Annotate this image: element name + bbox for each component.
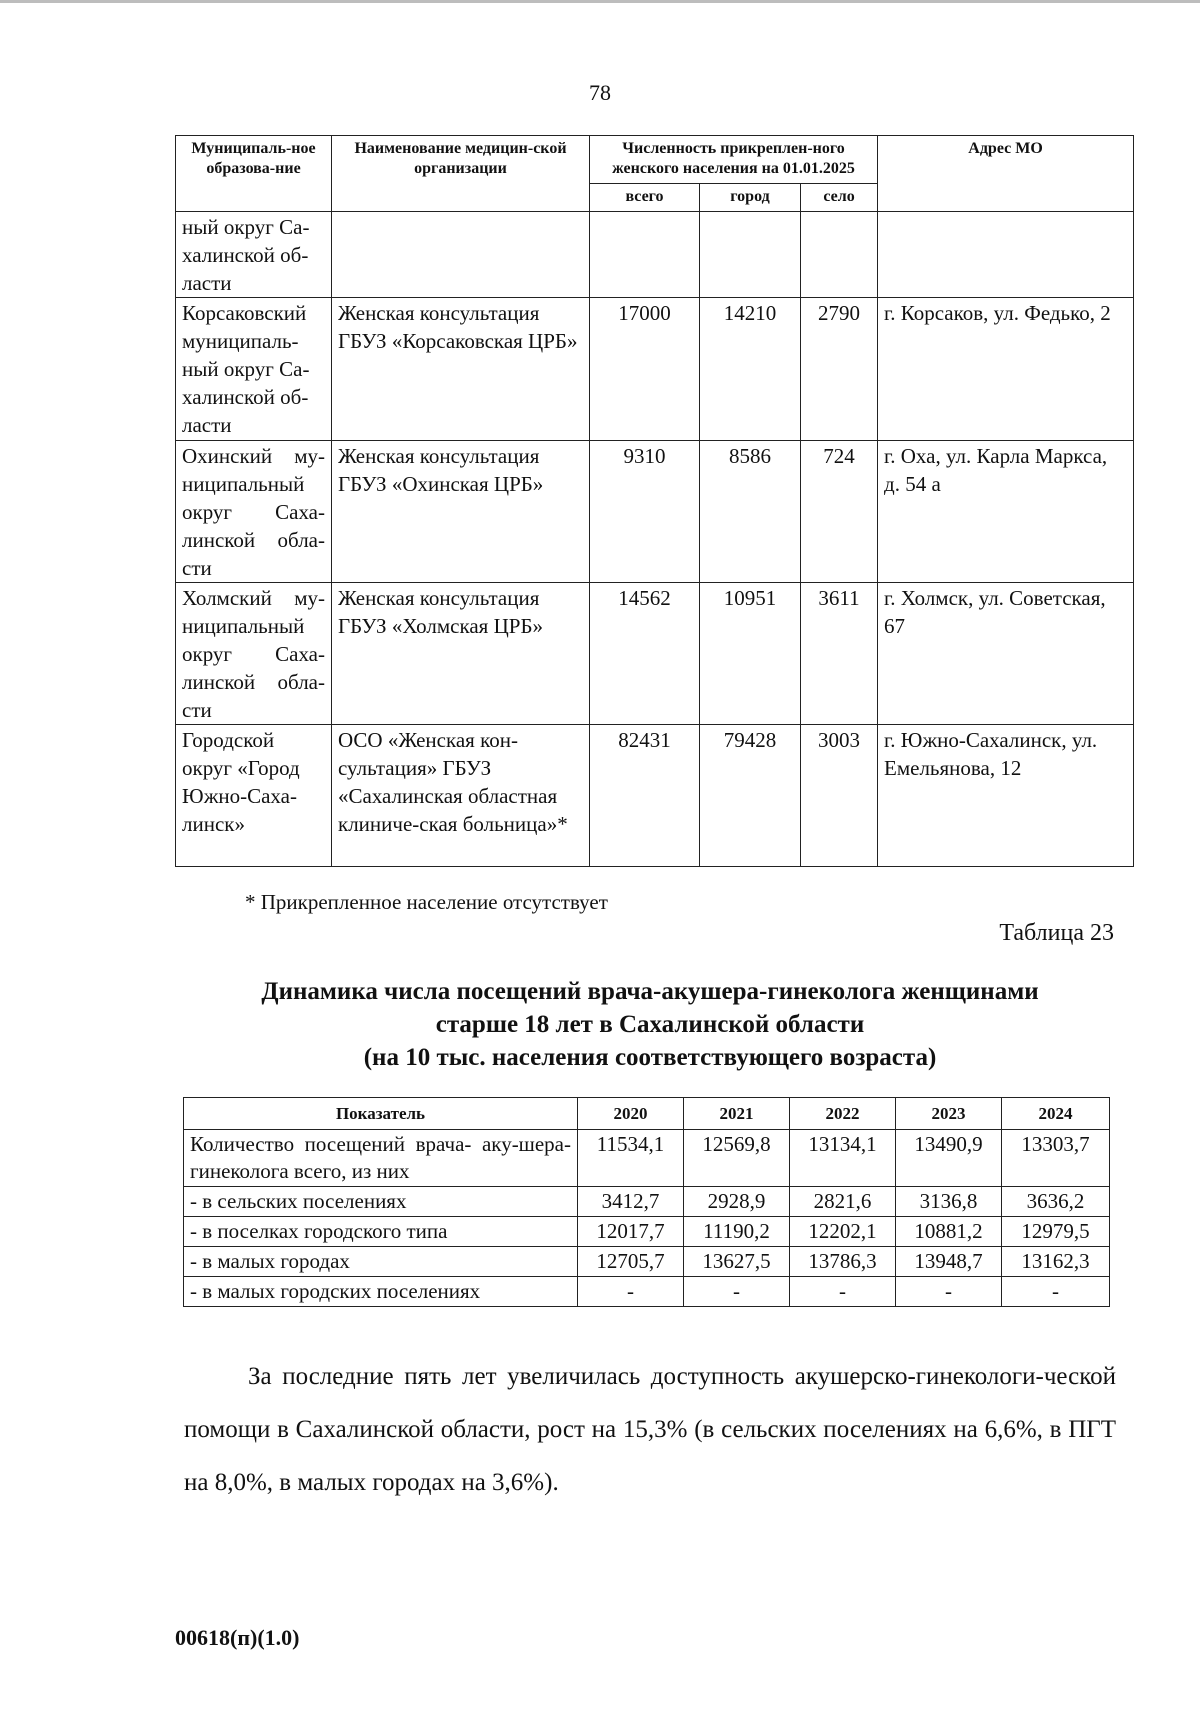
header-total: всего xyxy=(590,184,700,212)
value-cell: 13134,1 xyxy=(790,1130,896,1187)
header-village: село xyxy=(801,184,878,212)
table-row xyxy=(176,725,1134,867)
municipality-cell: Охинский му-ниципальный округ Саха-линской обла-сти xyxy=(176,441,332,583)
value-cell: 11534,1 xyxy=(578,1130,684,1187)
value-cell: 3136,8 xyxy=(896,1187,1002,1217)
header-year: 2022 xyxy=(790,1098,896,1130)
indicator-cell: - в поселках городского типа xyxy=(184,1217,578,1247)
value-cell: 12017,7 xyxy=(578,1217,684,1247)
organization-cell: ОСО «Женская кон-сультация» ГБУЗ «Сахалинская областная клиниче-ская больница»* xyxy=(332,725,590,867)
header-municipality: Муниципаль-ное образова-ние xyxy=(176,136,332,212)
header-organization: Наименование медицин-ской организации xyxy=(332,136,590,212)
table-row xyxy=(184,1277,1110,1307)
value-cell: 13786,3 xyxy=(790,1247,896,1277)
city-cell: 79428 xyxy=(700,725,801,867)
header-year: 2024 xyxy=(1002,1098,1110,1130)
value-cell: 2821,6 xyxy=(790,1187,896,1217)
municipality-cell: Городской округ «Город Южно-Саха-линск» xyxy=(176,725,332,867)
total-cell: 17000 xyxy=(590,298,700,441)
indicator-cell: - в малых городских поселениях xyxy=(184,1277,578,1307)
value-cell: 12202,1 xyxy=(790,1217,896,1247)
table-row xyxy=(176,441,1134,583)
document-code: 00618(п)(1.0) xyxy=(175,1625,300,1650)
value-cell: - xyxy=(578,1277,684,1307)
municipality-cell: Корсаковский муниципаль-ный округ Са-халинской об-ласти xyxy=(176,298,332,441)
table-title-line: Динамика числа посещений врача-акушера-гинеколога женщинами xyxy=(261,978,1039,1005)
page-number: 78 xyxy=(589,80,611,105)
city-cell: 10951 xyxy=(700,583,801,725)
village-cell: 3611 xyxy=(801,583,878,725)
value-cell: 13948,7 xyxy=(896,1247,1002,1277)
value-cell: 2928,9 xyxy=(684,1187,790,1217)
value-cell: - xyxy=(1002,1277,1110,1307)
footnote: * Прикрепленное население отсутствует xyxy=(245,890,608,914)
city-cell: 8586 xyxy=(700,441,801,583)
table-label: Таблица 23 xyxy=(999,920,1114,946)
value-cell: 3412,7 xyxy=(578,1187,684,1217)
total-cell: 14562 xyxy=(590,583,700,725)
header-indicator: Показатель xyxy=(184,1098,578,1130)
value-cell: 10881,2 xyxy=(896,1217,1002,1247)
city-cell: 14210 xyxy=(700,298,801,441)
village-cell: 724 xyxy=(801,441,878,583)
organization-cell: Женская консультация ГБУЗ «Охинская ЦРБ» xyxy=(332,441,590,583)
value-cell: 13162,3 xyxy=(1002,1247,1110,1277)
header-address: Адрес МО xyxy=(878,136,1134,212)
medical-organizations-table xyxy=(175,135,1134,867)
value-cell: - xyxy=(684,1277,790,1307)
address-cell: г. Корсаков, ул. Федько, 2 xyxy=(878,298,1134,441)
continuation-cell: ный округ Са-халинской об-ласти xyxy=(176,212,332,298)
header-year: 2023 xyxy=(896,1098,1002,1130)
body-paragraph: За последние пять лет увеличилась доступность акушерско-гинекологи-ческой помощи в Сахалинской области, рост на 15,3% (в сельских поселениях на 6,6%, в ПГТ на 8,0%, в малых городах на 3,6%). xyxy=(184,1363,1116,1496)
organization-cell: Женская консультация ГБУЗ «Корсаковская ЦРБ» xyxy=(332,298,590,441)
table-title-line: старше 18 лет в Сахалинской области xyxy=(435,1011,865,1038)
indicator-cell: - в сельских поселениях xyxy=(184,1187,578,1217)
indicator-cell: Количество посещений врача- аку-шера-гинеколога всего, из них xyxy=(184,1130,578,1187)
village-cell: 3003 xyxy=(801,725,878,867)
header-city: город xyxy=(700,184,801,212)
value-cell: 3636,2 xyxy=(1002,1187,1110,1217)
table-row xyxy=(176,583,1134,725)
table-row xyxy=(184,1130,1110,1187)
value-cell: - xyxy=(896,1277,1002,1307)
village-cell: 2790 xyxy=(801,298,878,441)
address-cell: г. Южно-Сахалинск, ул. Емельянова, 12 xyxy=(878,725,1134,867)
scan-edge-line xyxy=(0,0,1200,3)
address-cell: г. Оха, ул. Карла Маркса, д. 54 а xyxy=(878,441,1134,583)
header-population: Численность прикреплен-ного женского населения на 01.01.2025 xyxy=(590,136,878,184)
address-cell: г. Холмск, ул. Советская, 67 xyxy=(878,583,1134,725)
header-year: 2020 xyxy=(578,1098,684,1130)
value-cell: 12705,7 xyxy=(578,1247,684,1277)
table-row xyxy=(184,1187,1110,1217)
header-year: 2021 xyxy=(684,1098,790,1130)
visits-dynamics-table xyxy=(183,1097,1110,1307)
total-cell: 9310 xyxy=(590,441,700,583)
value-cell: 13303,7 xyxy=(1002,1130,1110,1187)
table-row xyxy=(176,298,1134,441)
table-title xyxy=(160,975,1140,1074)
value-cell: 12979,5 xyxy=(1002,1217,1110,1247)
table-row xyxy=(176,212,1134,298)
total-cell: 82431 xyxy=(590,725,700,867)
value-cell: 13490,9 xyxy=(896,1130,1002,1187)
table-row xyxy=(184,1217,1110,1247)
value-cell: 12569,8 xyxy=(684,1130,790,1187)
value-cell: 13627,5 xyxy=(684,1247,790,1277)
organization-cell: Женская консультация ГБУЗ «Холмская ЦРБ» xyxy=(332,583,590,725)
indicator-cell: - в малых городах xyxy=(184,1247,578,1277)
value-cell: 11190,2 xyxy=(684,1217,790,1247)
table-title-line: (на 10 тыс. населения соответствующего возраста) xyxy=(363,1044,937,1071)
table-row xyxy=(184,1247,1110,1277)
value-cell: - xyxy=(790,1277,896,1307)
municipality-cell: Холмский му-ниципальный округ Саха-линской обла-сти xyxy=(176,583,332,725)
